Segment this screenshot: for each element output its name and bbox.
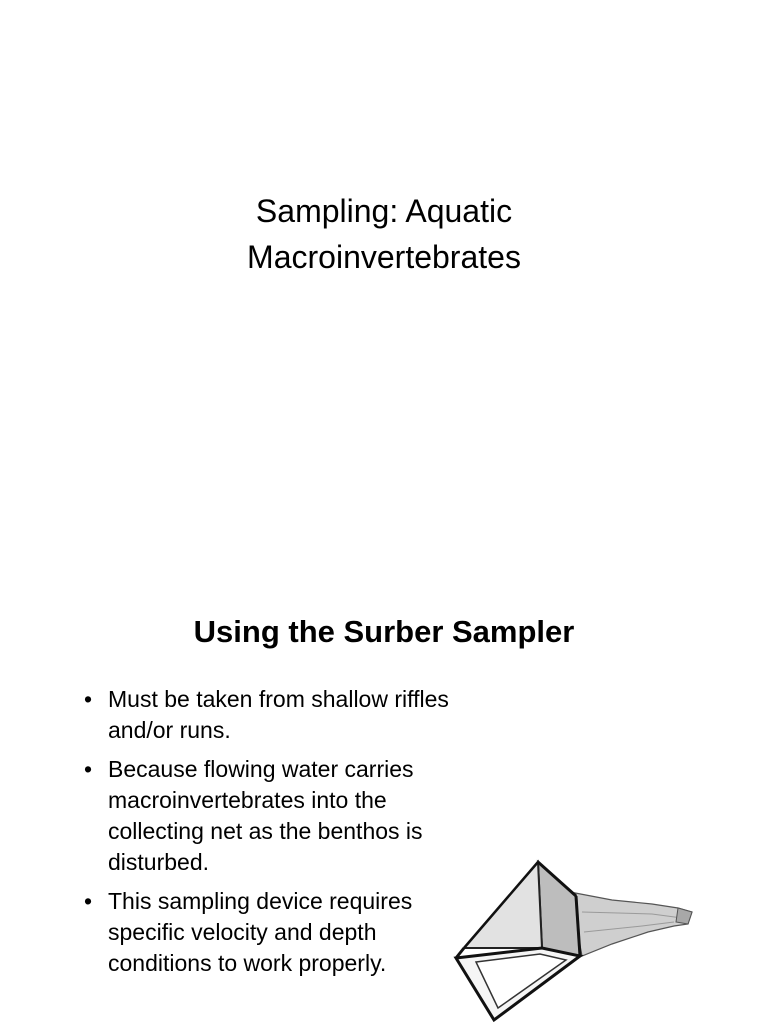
list-item <box>84 684 474 746</box>
bullet-text: Must be taken from shallow riffles and/or runs. <box>108 686 449 743</box>
page-title <box>0 188 768 280</box>
title-line-1: Sampling: Aquatic <box>255 193 513 229</box>
bullet-text: This sampling device requires specific velocity and depth conditions to work properly. <box>108 888 413 976</box>
slide-surber-sampler <box>0 512 768 1024</box>
bullet-icon: • <box>84 888 93 914</box>
bullet-text: Because flowing water carries macroinvertebrates into the collecting net as the benthos is disturbed. <box>108 756 423 875</box>
title-line-2: Macroinvertebrates <box>247 239 521 275</box>
bullet-icon: • <box>84 686 93 712</box>
surber-sampler-illustration-icon <box>452 852 698 1024</box>
list-item <box>84 886 474 979</box>
list-item <box>84 754 474 878</box>
bullet-icon: • <box>84 756 93 782</box>
slide-heading: Using the Surber Sampler <box>193 614 575 649</box>
bullet-list <box>84 684 474 987</box>
